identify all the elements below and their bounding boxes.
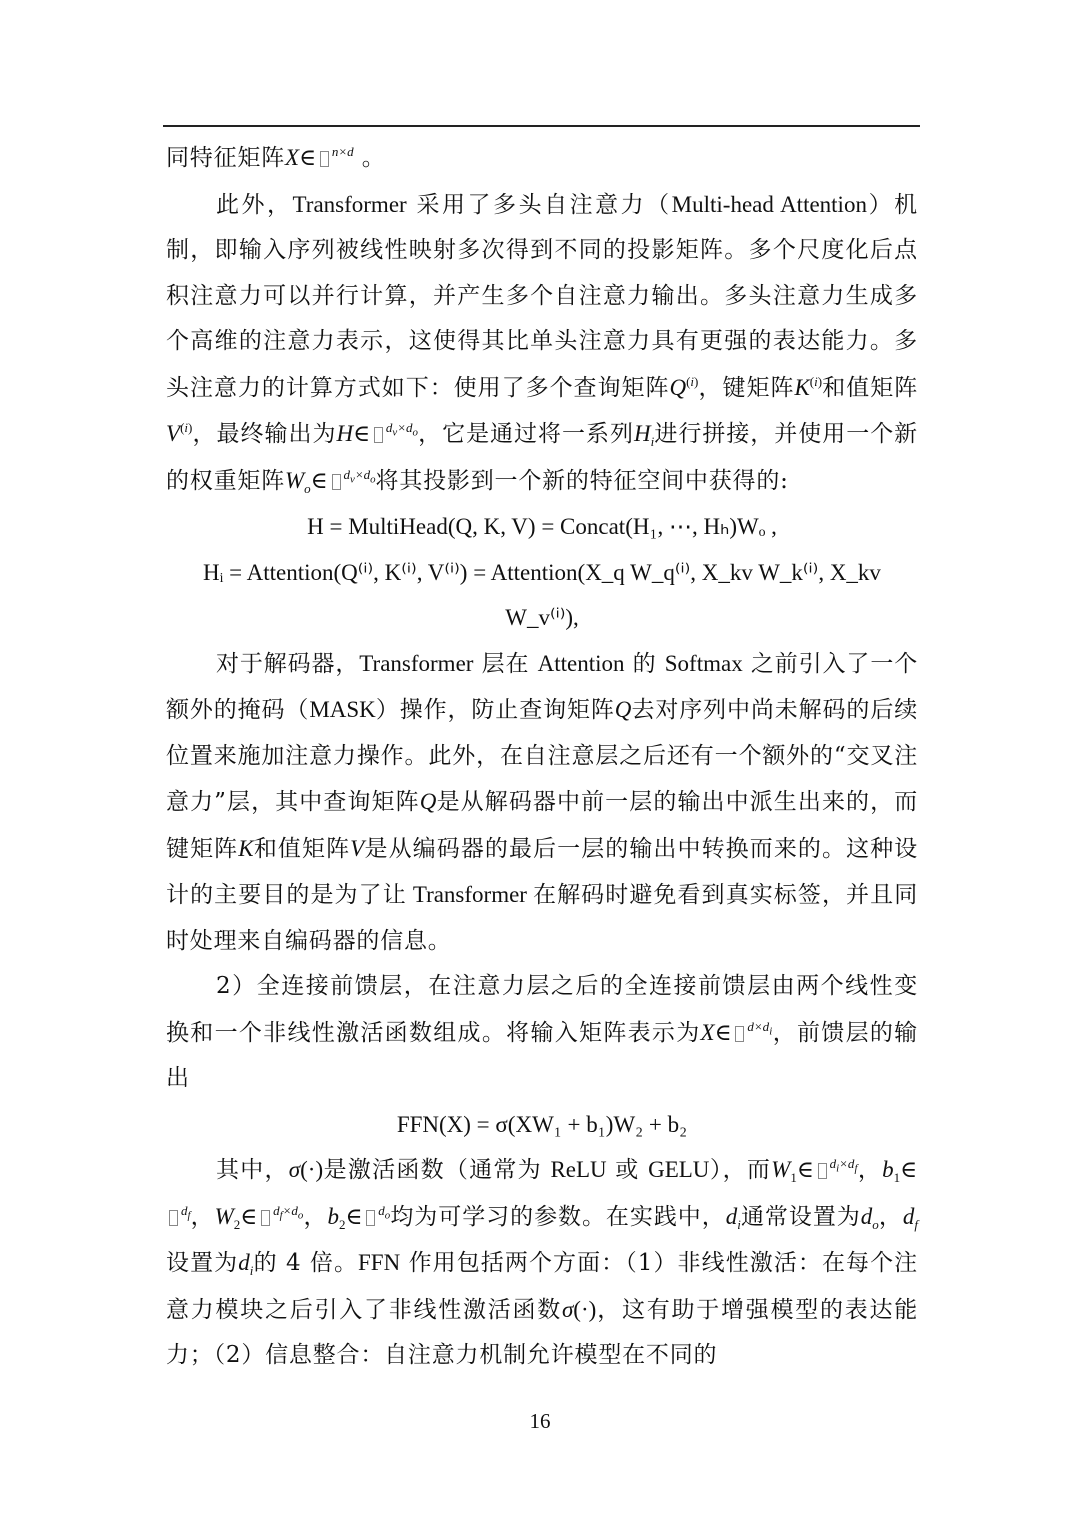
body-text [166,135,918,1379]
paragraph-ffn: 2）全连接前馈层，在注意力层之后的全连接前馈层由两个线性变换和一个非线性激活函数组成。将输入矩阵表示为X∈ $^{d\times d_i}$，前馈层的输出 [166,973,918,1091]
equation-ffn: FFN(X) = σ(XW₁ + b₁)W₂ + b₂ [396,1111,688,1137]
page-number: 16 [529,1409,551,1433]
equation-attention: Hᵢ = Attention(Q⁽ⁱ⁾, K⁽ⁱ⁾, V⁽ⁱ⁾) = Attention(X_q W_q⁽ⁱ⁾, X_kv W_k⁽ⁱ⁾, X_kv W_v⁽ⁱ⁾), [203,559,881,630]
paragraph-multihead: 此外，Transformer 采用了多头自注意力（Multi-head Attention）机制，即输入序列被线性映射多次得到不同的投影矩阵。多个尺度化后点积注意力可以并行计算，并产生多个自注意力输出。多头注意力生成多个高维的注意力表示，这使得其比单头注意力具有更强的表达能力。多头注意力的计算方式如下：使用了多个查询矩阵$Q^{(i)}$，键矩阵$K^{(i)}$和值矩阵$V^{(i)}$，最终输出为H∈ $^{d_v\times d_o}$，它是通过将一系列$H_i$进行拼接，并使用一个新的权重矩阵$W_o\in$ $^{d_v\times d_o}$将其投影到一个新的特征空间中获得的: [166,191,919,496]
paragraph-params: 其中，σ(·)是激活函数（通常为 ReLU 或 GELU），而$W_1\in$ $^{d_i\times d_f}$，$b_1\in^{d_f}$，$W_2\in$ $^{d_f\times d_o}$，$b_2\in$ $^{d_o}$均为可学习的参数。在实践中，$d_i$通常设置为$d_o$，$d_f$设置为$d_i$的 4 倍。FFN 作用包括两个方面：（1）非线性激活：在每个注意力模块之后引入了非线性激活函数σ(·)，这有助于增强模型的表达能力；（2）信息整合：自注意力机制允许模型在不同的 [166,1156,918,1368]
paragraph-decoder: 对于解码器，Transformer 层在 Attention 的 Softmax 之前引入了一个额外的掩码（MASK）操作，防止查询矩阵Q去对序列中尚未解码的后续位置来施加注意力操作。此外，在自注意层之后还有一个额外的“交叉注意力”层，其中查询矩阵Q是从解码器中前一层的输出中派生出来的，而键矩阵K和值矩阵V是从编码器的最后一层的输出中转换而来的。这种设计的主要目的是为了让 Transformer 在解码时避免看到真实标签，并且同时处理来自编码器的信息。 [166,650,919,954]
paragraph-0: 同特征矩阵X∈ $^{n\times d}$ 。 [166,144,386,171]
header-rule [163,125,920,127]
equation-multihead: H = MultiHead(Q, K, V) = Concat(H₁, ⋯, Hₕ)Wₒ , [307,514,777,539]
